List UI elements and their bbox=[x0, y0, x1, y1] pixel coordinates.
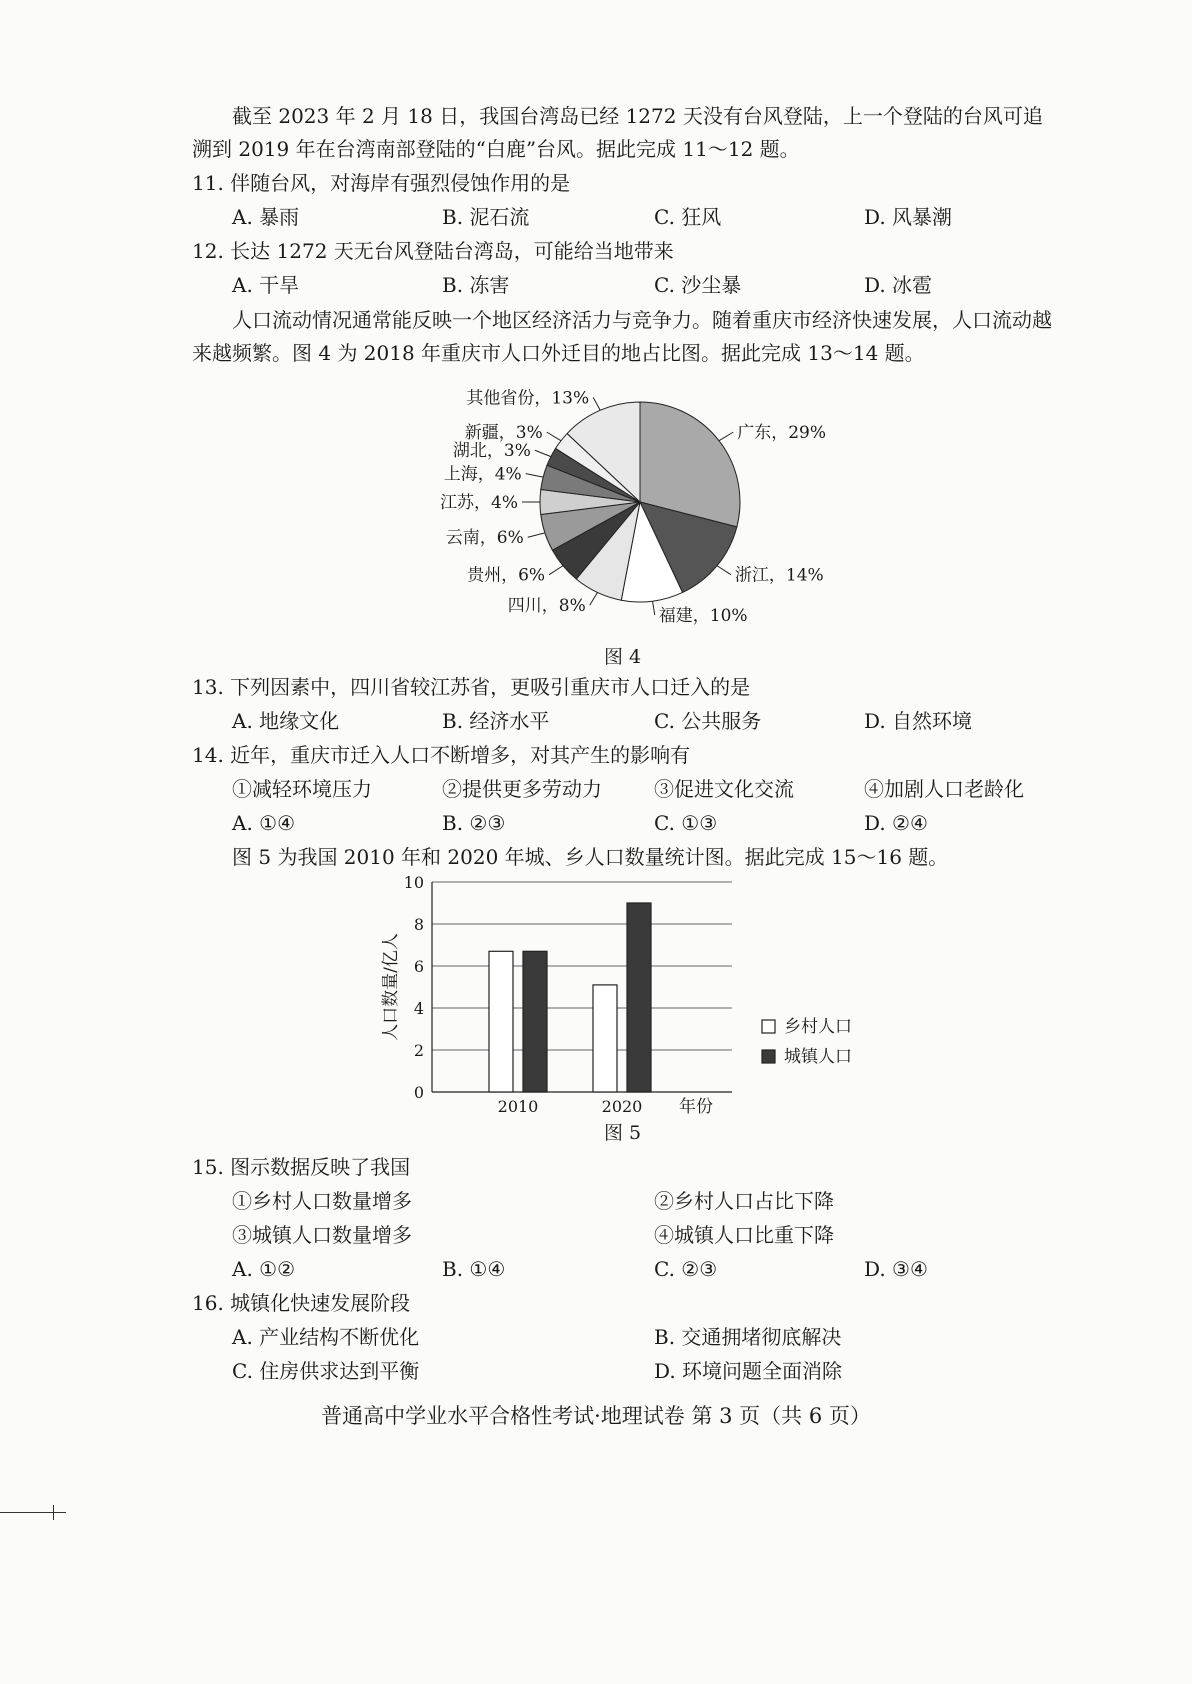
pie-leader-line bbox=[549, 566, 563, 575]
y-tick-label: 0 bbox=[413, 1083, 424, 1102]
question-14-stem: 14. 近年，重庆市迁入人口不断增多，对其产生的影响有 bbox=[192, 743, 691, 767]
question-12-stem: 12. 长达 1272 天无台风登陆台湾岛，可能给当地带来 bbox=[192, 239, 674, 263]
q14-item-4: ④加剧人口老龄化 bbox=[864, 777, 1024, 801]
bar-rural bbox=[489, 951, 513, 1092]
legend-swatch bbox=[762, 1020, 775, 1033]
q14-item-1: ①减轻环境压力 bbox=[232, 777, 372, 801]
q12-option-c[interactable]: C. 沙尘暴 bbox=[654, 273, 742, 297]
y-tick-label: 8 bbox=[413, 915, 424, 934]
question-11-stem: 11. 伴随台风，对海岸有强烈侵蚀作用的是 bbox=[192, 171, 571, 195]
q11-option-d[interactable]: D. 风暴潮 bbox=[864, 205, 953, 229]
bar-urban bbox=[627, 903, 651, 1092]
q12-option-b[interactable]: B. 冻害 bbox=[442, 273, 510, 297]
q11-option-a[interactable]: A. 暴雨 bbox=[232, 205, 300, 229]
q15-option-d[interactable]: D. ③④ bbox=[864, 1257, 928, 1281]
pie-label: 湖北，3% bbox=[452, 441, 531, 462]
pie-leader-line bbox=[526, 474, 543, 477]
q16-option-c[interactable]: C. 住房供求达到平衡 bbox=[232, 1359, 420, 1383]
y-tick-label: 6 bbox=[413, 957, 424, 976]
bar-rural bbox=[593, 985, 617, 1092]
figure-5-bar-chart bbox=[370, 872, 890, 1122]
pie-label: 上海，4% bbox=[443, 464, 522, 485]
pie-label: 广东，29% bbox=[737, 423, 827, 444]
question-16-stem: 16. 城镇化快速发展阶段 bbox=[192, 1291, 411, 1315]
pie-label: 福建，10% bbox=[658, 606, 748, 627]
q13-option-d[interactable]: D. 自然环境 bbox=[864, 709, 973, 733]
q13-option-b[interactable]: B. 经济水平 bbox=[442, 709, 550, 733]
pie-leader-line bbox=[528, 533, 545, 537]
pie-label: 其他省份，13% bbox=[466, 388, 590, 409]
pie-label: 云南，6% bbox=[445, 528, 524, 549]
legend-label: 乡村人口 bbox=[784, 1017, 852, 1037]
q13-option-c[interactable]: C. 公共服务 bbox=[654, 709, 762, 733]
q11-option-c[interactable]: C. 狂风 bbox=[654, 205, 722, 229]
pie-leader-line bbox=[719, 432, 733, 441]
q16-option-d[interactable]: D. 环境问题全面消除 bbox=[654, 1359, 843, 1383]
figure-4-pie-chart bbox=[420, 362, 860, 652]
q13-option-a[interactable]: A. 地缘文化 bbox=[232, 709, 340, 733]
y-axis-label: 人口数量/亿人 bbox=[381, 933, 401, 1041]
page-footer: 普通高中学业水平合格性考试·地理试卷 第 3 页（共 6 页） bbox=[321, 1404, 871, 1428]
q14-item-2: ②提供更多劳动力 bbox=[442, 777, 602, 801]
q14-item-3: ③促进文化交流 bbox=[654, 777, 794, 801]
crop-mark bbox=[0, 1512, 66, 1513]
pie-leader-line bbox=[653, 601, 655, 615]
q15-option-a[interactable]: A. ①② bbox=[232, 1257, 296, 1281]
pie-label: 浙江，14% bbox=[734, 565, 824, 586]
q14-option-b[interactable]: B. ②③ bbox=[442, 811, 506, 835]
pie-leader-line bbox=[590, 592, 598, 605]
q15-item-3: ③城镇人口数量增多 bbox=[232, 1223, 412, 1247]
q11-option-b[interactable]: B. 泥石流 bbox=[442, 205, 530, 229]
q16-option-b[interactable]: B. 交通拥堵彻底解决 bbox=[654, 1325, 842, 1349]
q15-item-2: ②乡村人口占比下降 bbox=[654, 1189, 834, 1213]
intro-paragraph-migration: 人口流动情况通常能反映一个地区经济活力与竞争力。随着重庆市经济快速发展，人口流动越来越频繁。图 4 为 2018 年重庆市人口外迁目的地占比图。据此完成 13～14 题。 bbox=[192, 308, 1052, 365]
legend-label: 城镇人口 bbox=[784, 1047, 852, 1067]
q15-item-4: ④城镇人口比重下降 bbox=[654, 1223, 834, 1247]
question-15-stem: 15. 图示数据反映了我国 bbox=[192, 1155, 411, 1179]
y-tick-label: 4 bbox=[413, 999, 424, 1018]
x-tick-label: 2010 bbox=[497, 1097, 539, 1116]
y-tick-label: 10 bbox=[403, 873, 424, 892]
q15-item-1: ①乡村人口数量增多 bbox=[232, 1189, 412, 1213]
q16-option-a[interactable]: A. 产业结构不断优化 bbox=[232, 1325, 420, 1349]
q14-option-c[interactable]: C. ①③ bbox=[654, 811, 718, 835]
pie-leader-line bbox=[717, 566, 731, 575]
pie-label: 贵州，6% bbox=[467, 565, 546, 586]
pie-label: 四川，8% bbox=[507, 596, 586, 617]
figure-4-caption: 图 4 bbox=[604, 646, 642, 668]
pie-label: 江苏，4% bbox=[440, 493, 518, 513]
x-axis-label: 年份 bbox=[679, 1097, 713, 1117]
q12-option-a[interactable]: A. 干旱 bbox=[232, 273, 300, 297]
pie-label: 新疆，3% bbox=[464, 423, 543, 444]
intro-paragraph-typhoon: 截至 2023 年 2 月 18 日，我国台湾岛已经 1272 天没有台风登陆，上一个登陆的台风可追溯到 2019 年在台湾南部登陆的“白鹿”台风。据此完成 11～12 题。 bbox=[192, 104, 1043, 161]
intro-paragraph-urbanization: 图 5 为我国 2010 年和 2020 年城、乡人口数量统计图。据此完成 15～16 题。 bbox=[232, 845, 949, 869]
question-13-stem: 13. 下列因素中，四川省较江苏省，更吸引重庆市人口迁入的是 bbox=[192, 675, 751, 699]
q12-option-d[interactable]: D. 冰雹 bbox=[864, 273, 933, 297]
y-tick-label: 2 bbox=[413, 1041, 424, 1060]
bar-urban bbox=[523, 951, 547, 1092]
pie-leader-line bbox=[547, 432, 561, 441]
q14-option-d[interactable]: D. ②④ bbox=[864, 811, 928, 835]
figure-5-caption: 图 5 bbox=[604, 1122, 642, 1144]
q15-option-b[interactable]: B. ①④ bbox=[442, 1257, 506, 1281]
q14-option-a[interactable]: A. ①④ bbox=[232, 811, 296, 835]
pie-leader-line bbox=[535, 450, 551, 456]
legend-swatch bbox=[762, 1050, 775, 1063]
x-tick-label: 2020 bbox=[601, 1097, 643, 1116]
crop-mark bbox=[53, 1505, 54, 1520]
q15-option-c[interactable]: C. ②③ bbox=[654, 1257, 718, 1281]
pie-leader-line bbox=[593, 397, 600, 410]
